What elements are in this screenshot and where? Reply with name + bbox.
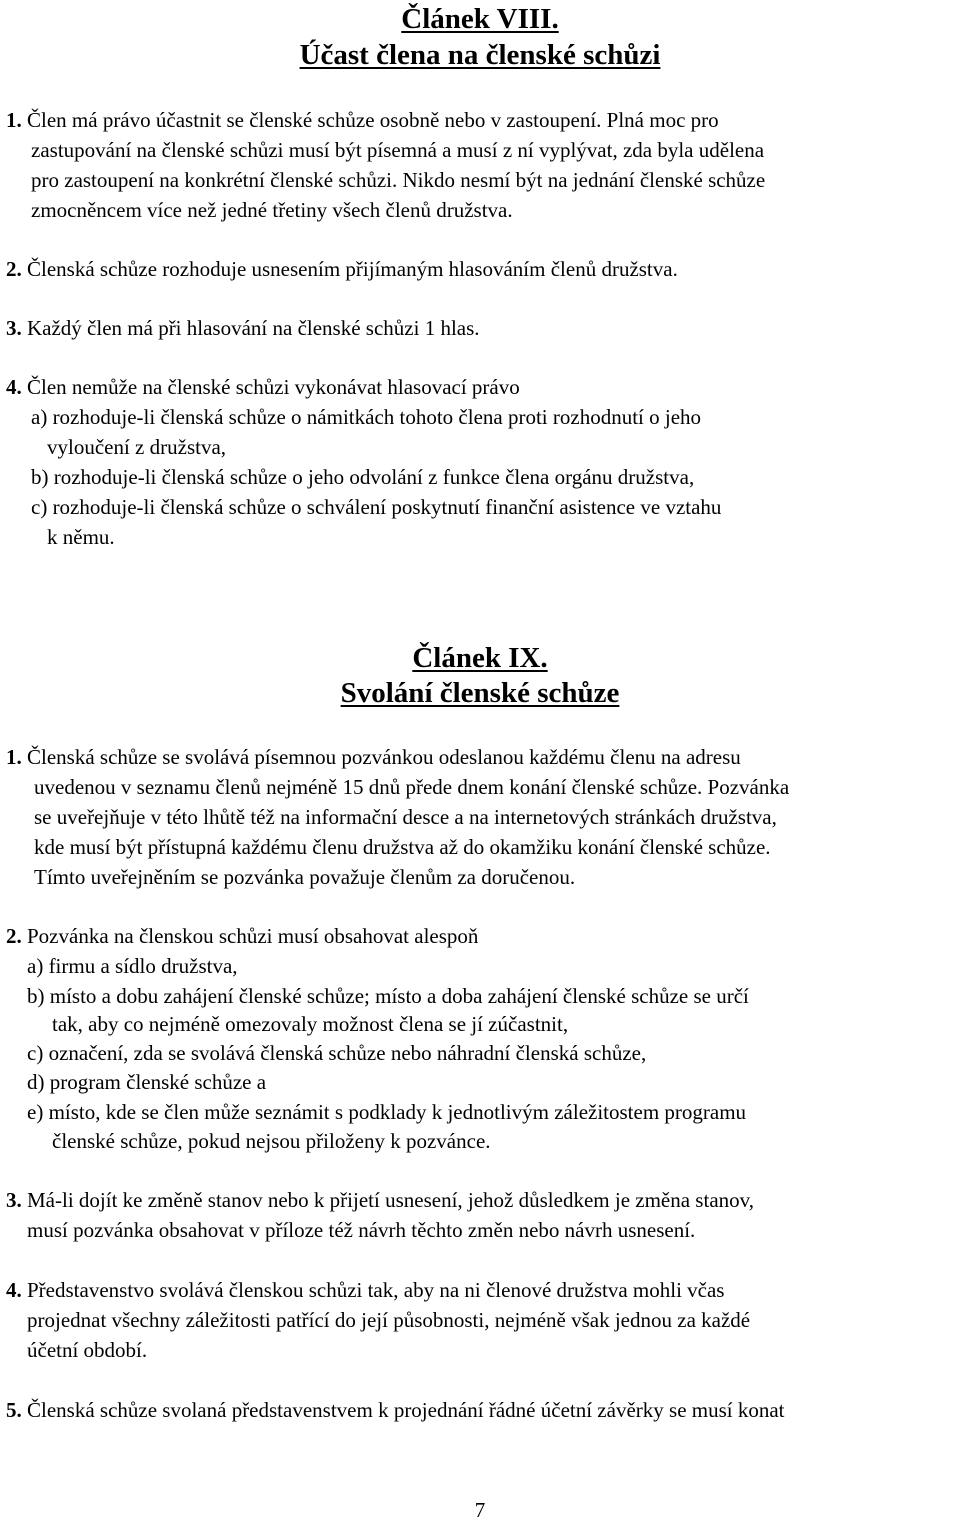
a9-p5-line-1: 5. Členská schůze svolaná představenstvem k projednání řádné účetní závěrky se musí konat [6, 1398, 785, 1422]
a8-p4-item-a-1: a) rozhoduje-li členská schůze o námitkách tohoto člena proti rozhodnutí o jeho [31, 405, 702, 429]
a9-p1-line-1: 1. Členská schůze se svolává písemnou pozvánkou odeslanou každému členu na adresu [6, 745, 741, 769]
a8-p4-item-c-2: k němu. [47, 525, 115, 549]
a9-p4-line-1: 4. Představenstvo svolává členskou schůzi tak, aby na ni členové družstva mohli včas [6, 1278, 725, 1302]
a9-p2-item-b-1: b) místo a dobu zahájení členské schůze; místo a doba zahájení členské schůze se určí [27, 984, 749, 1008]
a8-p3-line-1: 3. Každý člen má při hlasování na členské schůzi 1 hlas. [6, 316, 480, 340]
a9-p1-line-2: uvedenou v seznamu členů nejméně 15 dnů přede dnem konání členské schůze. Pozvánka [34, 775, 790, 799]
a9-p2-item-a-1: a) firmu a sídlo družstva, [27, 954, 238, 978]
a9-p2-line-1: 2. Pozvánka na členskou schůzi musí obsahovat alespoň [6, 924, 479, 948]
a9-p2-item-e-1: e) místo, kde se člen může seznámit s podklady k jednotlivým záležitostem programu [27, 1100, 747, 1124]
a8-p1-line-3: pro zastoupení na konkrétní členské schůzi. Nikdo nesmí být na jednání členské schůze [31, 168, 766, 192]
a9-p1-line-4: kde musí být přístupná každému členu družstva až do okamžiku konání členské schůze. [34, 835, 771, 859]
article-8-subheading: Účast člena na členské schůzi [299, 39, 661, 71]
a8-p1-line-4: zmocněncem více než jedné třetiny všech členů družstva. [31, 198, 513, 222]
a9-p4-line-3: účetní období. [27, 1338, 148, 1362]
a9-p4-line-2: projednat všechny záležitosti patřící do její působnosti, nejméně však jednou za každé [27, 1308, 751, 1332]
a8-p1-line-1: 1. Člen má právo účastnit se členské schůze osobně nebo v zastoupení. Plná moc pro [6, 108, 719, 132]
a9-p2-item-e-2: členské schůze, pokud nejsou přiloženy k pozvánce. [52, 1129, 491, 1153]
article-8-heading: Článek VIII. [401, 3, 559, 35]
a8-p2-line-1: 2. Členská schůze rozhoduje usnesením přijímaným hlasováním členů družstva. [6, 257, 678, 281]
a9-p1-line-3: se uveřejňuje v této lhůtě též na informační desce a na internetových stránkách družstva, [34, 805, 777, 829]
a8-p4-item-c-1: c) rozhoduje-li členská schůze o schválení poskytnutí finanční asistence ve vztahu [31, 495, 722, 519]
a9-p3-line-1: 3. Má-li dojít ke změně stanov nebo k přijetí usnesení, jehož důsledkem je změna stanov, [6, 1188, 755, 1212]
article-9-subheading: Svolání členské schůze [340, 677, 620, 709]
a8-p1-line-2: zastupování na členské schůzi musí být písemná a musí z ní vyplývat, zda byla udělena [31, 138, 765, 162]
a8-p4-item-b-1: b) rozhoduje-li členská schůze o jeho odvolání z funkce člena orgánu družstva, [31, 465, 695, 489]
a9-p2-item-d-1: d) program členské schůze a [27, 1070, 267, 1094]
a8-p4-line-1: 4. Člen nemůže na členské schůzi vykonávat hlasovací právo [6, 375, 520, 399]
a9-p1-line-5: Tímto uveřejněním se pozvánka považuje členům za doručenou. [34, 865, 576, 889]
article-9-heading: Článek IX. [412, 642, 548, 674]
a9-p3-line-2: musí pozvánka obsahovat v příloze též návrh těchto změn nebo návrh usnesení. [27, 1218, 696, 1242]
page-number: 7 [474, 1498, 486, 1522]
a8-p4-item-a-2: vyloučení z družstva, [47, 435, 227, 459]
a9-p2-item-c-1: c) označení, zda se svolává členská schůze nebo náhradní členská schůze, [27, 1041, 647, 1065]
a9-p2-item-b-2: tak, aby co nejméně omezovaly možnost člena se jí zúčastnit, [52, 1012, 569, 1036]
